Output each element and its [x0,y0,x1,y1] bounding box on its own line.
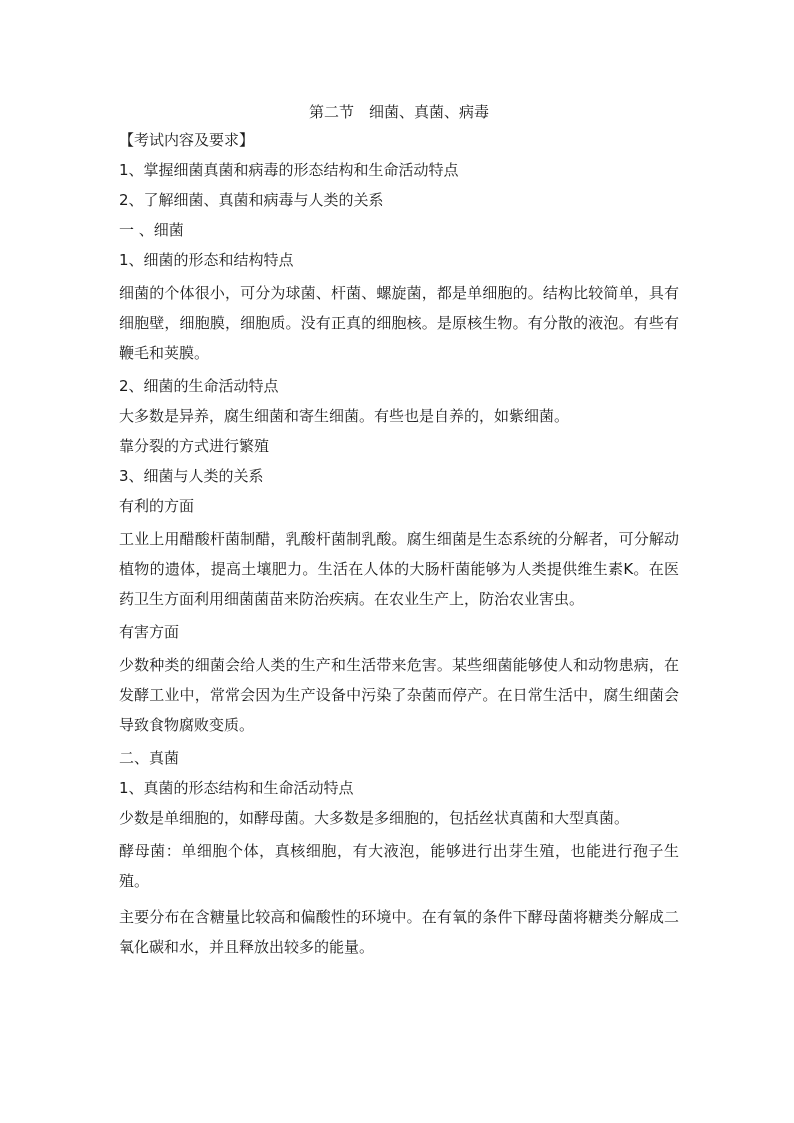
document-body [119,100,679,968]
text-line: 靠分裂的方式进行繁殖 [119,437,270,455]
subheading: 1、细菌的形态和结构特点 [119,251,294,269]
paragraph: 少数种类的细菌会给人类的生产和生活带来危害。某些细菌能够使人和动物患病，在发酵工业中，常常会因为生产设备中污染了杂菌而停产。在日常生活中，腐生细菌会导致食物腐败变质。 [119,656,679,734]
subheading-harmful: 有害方面 [119,623,180,641]
requirement-item: 2、了解细菌、真菌和病毒与人类的关系 [119,191,384,209]
text-line: 大多数是异养，腐生细菌和寄生细菌。有些也是自养的，如紫细菌。 [119,407,570,425]
paragraph: 主要分布在含糖量比较高和偏酸性的环境中。在有氧的条件下酵母菌将糖类分解成二氧化碳和水，并且释放出较多的能量。 [119,908,679,956]
subheading-beneficial: 有利的方面 [119,497,195,515]
requirements-heading: 【考试内容及要求】 [119,131,255,149]
part-heading-fungi: 二、真菌 [119,749,180,767]
paragraph: 细菌的个体很小，可分为球菌、杆菌、螺旋菌，都是单细胞的。结构比较简单，具有细胞壁，细胞膜，细胞质。没有正真的细胞核。是原核生物。有分散的液泡。有些有鞭毛和荚膜。 [119,284,679,362]
part-heading-bacteria: 一 、细菌 [119,221,184,239]
subheading: 1、真菌的形态结构和生命活动特点 [119,779,354,797]
text-line: 少数是单细胞的，如酵母菌。大多数是多细胞的，包括丝状真菌和大型真菌。 [119,809,630,827]
requirement-item: 1、掌握细菌真菌和病毒的形态结构和生命活动特点 [119,161,459,179]
subheading: 2、细菌的生命活动特点 [119,377,279,395]
paragraph: 工业上用醋酸杆菌制醋，乳酸杆菌制乳酸。腐生细菌是生态系统的分解者，可分解动植物的遗体，提高土壤肥力。生活在人体的大肠杆菌能够为人类提供维生素K。在医药卫生方面利用细菌菌苗来防治疾病。在农业生产上，防治农业害虫。 [119,530,679,608]
section-title: 第二节 细菌、真菌、病毒 [308,103,489,121]
paragraph: 酵母菌：单细胞个体，真核细胞，有大液泡，能够进行出芽生殖，也能进行孢子生殖。 [119,842,679,890]
subheading: 3、细菌与人类的关系 [119,467,264,485]
